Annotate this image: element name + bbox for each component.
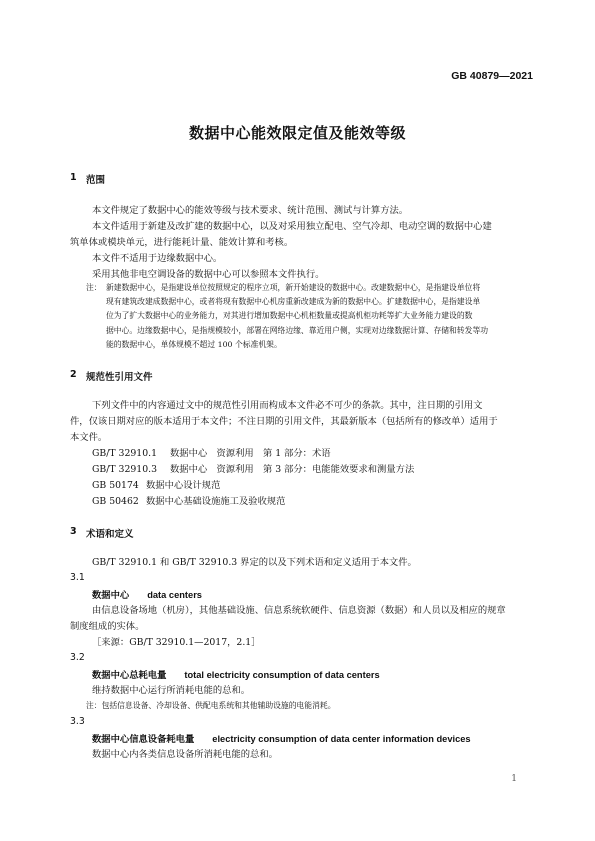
term-number: 3.3 <box>70 716 85 727</box>
term-number: 3.2 <box>70 652 85 663</box>
term-zh: 数据中心信息设备耗电量 <box>92 734 195 745</box>
term-zh: 数据中心总耗电量 <box>92 670 167 681</box>
section-title: 规范性引用文件 <box>86 372 153 383</box>
paragraph: 本文件不适用于边缘数据中心。 <box>92 253 223 264</box>
paragraph: 筑单体或模块单元，进行能耗计量、能效计算和考核。 <box>70 237 294 248</box>
reference-code: GB/T 32910.3 <box>92 464 157 475</box>
note-label: 注： <box>86 283 102 292</box>
note-line: 现有建筑改建成数据中心，或者将现有数据中心机房重新改建成为新的数据中心。扩建数据中心，是指建设单 <box>106 297 481 307</box>
term-en: electricity consumption of data center information devices <box>212 734 471 744</box>
section-number: 3 <box>70 526 77 537</box>
section-number: 2 <box>70 369 77 380</box>
paragraph: 件，仅该日期对应的版本适用于本文件；不注日期的引用文件，其最新版本（包括所有的修改单）适用于 <box>70 416 498 427</box>
paragraph: 下列文件中的内容通过文中的规范性引用而构成本文件必不可少的条款。其中，注日期的引用文 <box>92 400 483 411</box>
document-title: 数据中心能效限定值及能效等级 <box>188 124 406 142</box>
term-number: 3.1 <box>70 572 85 583</box>
note-line: 新建数据中心，是指建设单位按照规定的程序立项，新开始建设的数据中心。改建数据中心，是指建设单位将 <box>106 283 481 292</box>
term-heading <box>92 667 380 681</box>
term-definition: 由信息设备场地（机房），其他基础设施、信息系统软硬件、信息资源（数据）和人员以及相应的规章 <box>92 605 506 616</box>
note-line: 位为了扩大数据中心的业务能力，对其进行增加数据中心机柜数量或提高机柜功耗等扩大业务能力建设的数 <box>106 311 473 321</box>
term-zh: 数据中心 <box>92 590 130 601</box>
note-line: 据中心。边缘数据中心，是指规模较小，部署在网络边缘、靠近用户侧，实现对边缘数据计算、存储和转发等功 <box>106 325 489 335</box>
section-3-heading <box>70 526 370 540</box>
paragraph: 采用其他非电空调设备的数据中心可以参照本文件执行。 <box>92 269 325 280</box>
term-source: ［来源：GB/T 32910.1—2017，2.1］ <box>92 637 261 648</box>
term-definition: 制度组成的实体。 <box>70 621 145 632</box>
term-definition: 维持数据中心运行所消耗电能的总和。 <box>92 685 251 696</box>
note-line: 能的数据中心，单体规模不超过 100 个标准机架。 <box>106 339 282 349</box>
section-title: 术语和定义 <box>86 529 134 540</box>
section-title: 范围 <box>86 175 106 186</box>
term-en: data centers <box>147 590 202 600</box>
reference-item <box>92 478 220 494</box>
reference-title: 数据中心 资源利用 第 1 部分：术语 <box>170 448 331 459</box>
reference-code: GB 50174 <box>92 480 139 491</box>
reference-item <box>92 494 285 510</box>
paragraph: GB/T 32910.1 和 GB/T 32910.3 界定的以及下列术语和定义适用于本文件。 <box>92 557 417 568</box>
term-en: total electricity consumption of data centers <box>184 670 380 680</box>
term-heading <box>92 731 471 745</box>
term-note: 注：包括信息设备、冷却设备、供配电系统和其他辅助设施的电能消耗。 <box>86 701 336 710</box>
term-heading <box>92 587 202 601</box>
reference-item <box>92 446 331 462</box>
reference-code: GB/T 32910.1 <box>92 448 157 459</box>
page-number: 1 <box>511 774 517 784</box>
reference-title: 数据中心设计规范 <box>146 480 221 491</box>
paragraph: 本文件适用于新建及改扩建的数据中心，以及对采用独立配电、空气冷却、电动空调的数据中心建 <box>92 221 492 232</box>
standard-number: GB 40879—2021 <box>451 70 533 82</box>
section-1-heading <box>70 172 370 186</box>
reference-item <box>92 462 414 478</box>
reference-code: GB 50462 <box>92 496 139 507</box>
reference-title: 数据中心 资源利用 第 3 部分：电能能效要求和测量方法 <box>170 464 415 475</box>
paragraph: 本文件。 <box>70 432 108 443</box>
paragraph: 本文件规定了数据中心的能效等级与技术要求、统计范围、测试与计算方法。 <box>92 205 409 216</box>
section-number: 1 <box>70 172 77 183</box>
section-2-heading <box>70 369 370 383</box>
reference-title: 数据中心基础设施施工及验收规范 <box>146 496 286 507</box>
term-definition: 数据中心内各类信息设备所消耗电能的总和。 <box>92 749 278 760</box>
